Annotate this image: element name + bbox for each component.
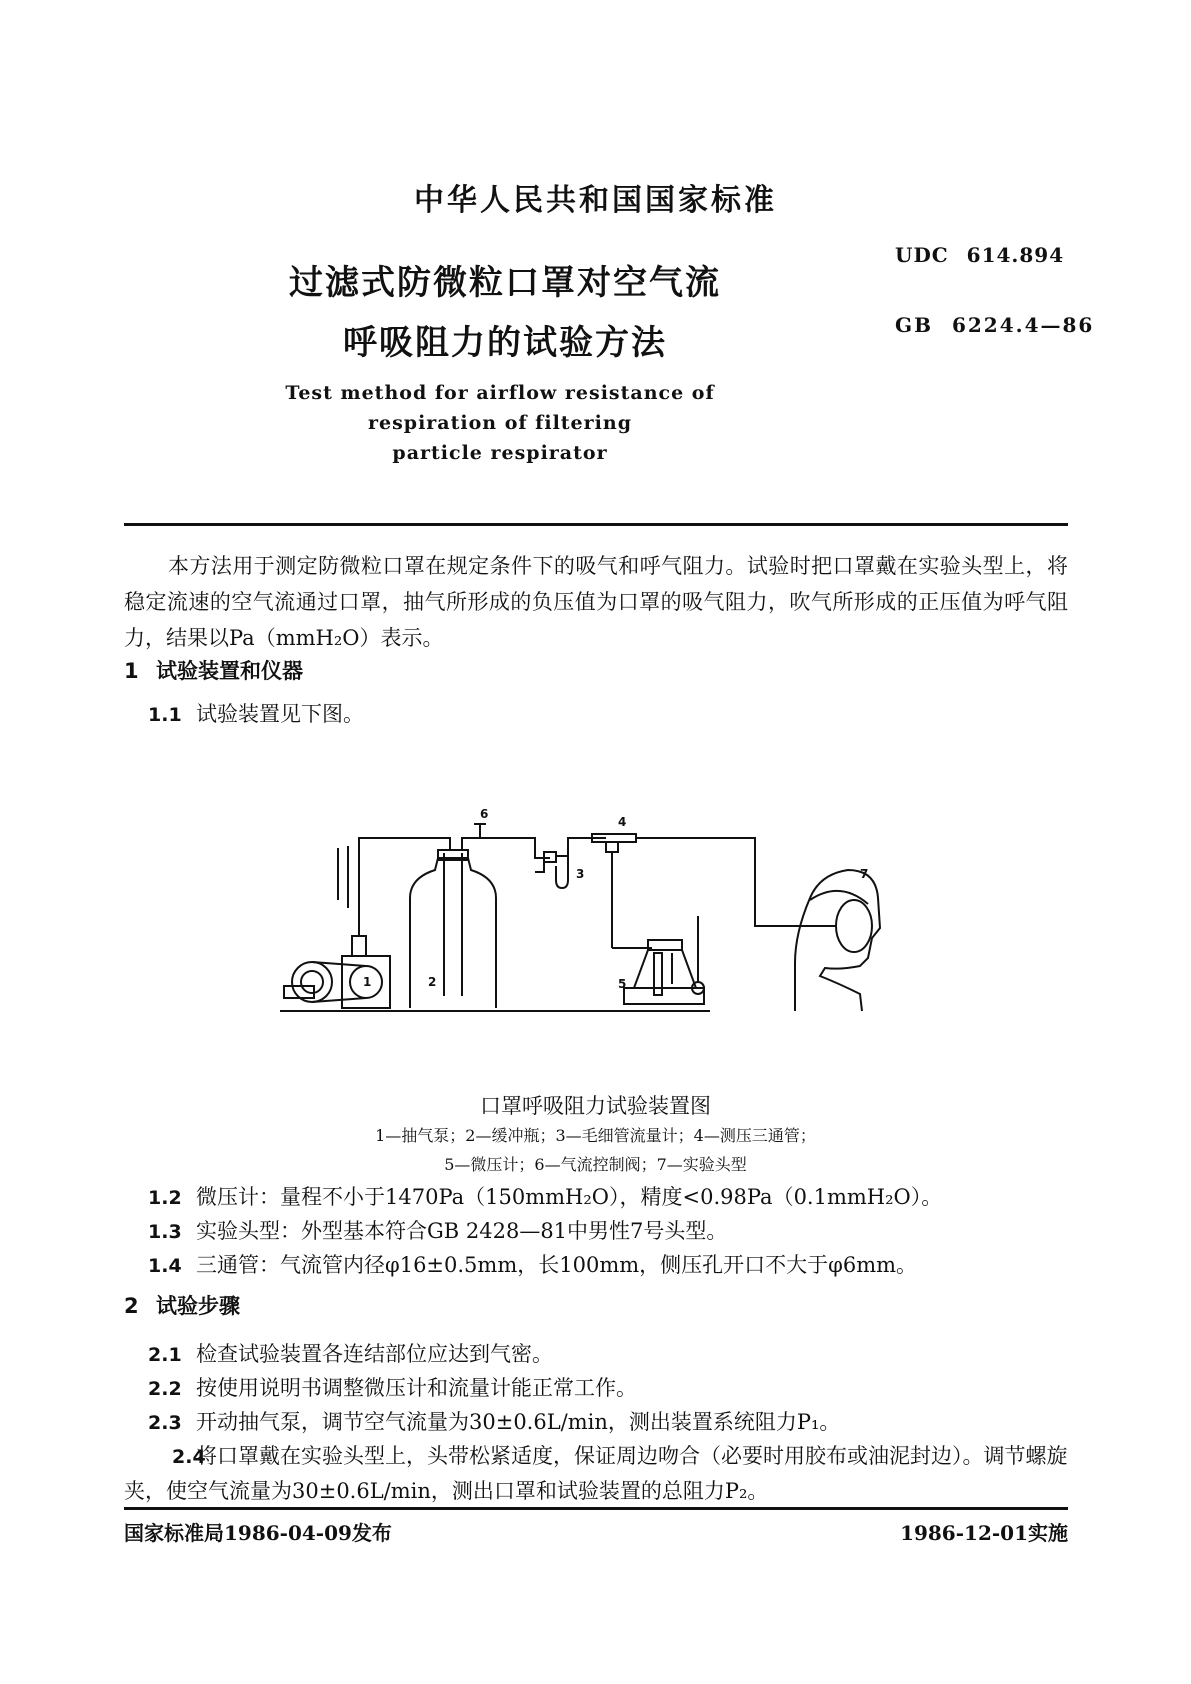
udc-code: 614.894 [966, 243, 1065, 267]
tube-pump-bottle [359, 838, 450, 850]
label-4: 4 [618, 815, 627, 829]
item-text: 按使用说明书调整微压计和流量计能正常工作。 [196, 1376, 637, 1400]
section-1-number: 1 [124, 659, 139, 683]
gb-code: 6224.4—86 [951, 313, 1095, 337]
title-line-2: 呼吸阻力的试验方法 [343, 323, 667, 363]
item-number: 2.2 [148, 1378, 182, 1400]
test-apparatus-diagram [280, 808, 950, 1040]
section-2-number: 2 [124, 1294, 139, 1318]
english-title-line-3: particle respirator [392, 442, 608, 464]
test-head-form [795, 870, 880, 1011]
item-number: 2.1 [148, 1344, 182, 1366]
item-2-4 [124, 1439, 1068, 1508]
item-2-3 [148, 1405, 1068, 1440]
item-1-3 [148, 1214, 1068, 1249]
figure-legend-line-2: 5—微压计；6—气流控制阀；7—实验头型 [444, 1155, 747, 1174]
item-text: 将口罩戴在实验头型上，头带松紧适度，保证周边吻合（必要时用胶布或油泥封边）。调节螺旋夹，使空气流量为30±0.6L/min，测出口罩和试验装置的总阻力P₂。 [124, 1444, 1068, 1503]
english-title-line-1: Test method for airflow resistance of [285, 382, 715, 404]
national-standard-heading: 中华人民共和国国家标准 [414, 183, 777, 218]
item-text: 检查试验装置各连结部位应达到气密。 [196, 1342, 553, 1366]
gb-number [895, 313, 1094, 337]
item-number: 1.1 [148, 704, 182, 726]
item-text: 微压计：量程不小于1470Pa（150mmH₂O），精度<0.98Pa（0.1mmH₂O）。 [196, 1185, 943, 1209]
airflow-control-valve [474, 824, 486, 838]
item-2-1 [148, 1337, 1068, 1372]
capillary-flowmeter [535, 850, 568, 888]
tube-bottle-flowmeter [462, 838, 550, 858]
item-text: 三通管：气流管内径φ16±0.5mm，长100mm，侧压孔开口不大于φ6mm。 [196, 1253, 918, 1277]
english-title-line-2: respiration of filtering [368, 412, 632, 434]
section-2-heading [124, 1290, 240, 1320]
item-1-1 [148, 697, 1068, 732]
label-2: 2 [428, 975, 437, 989]
label-5: 5 [618, 977, 627, 991]
issue-date: 国家标准局1986-04-09发布 [124, 1521, 392, 1545]
item-2-2 [148, 1371, 1068, 1406]
title-line-1: 过滤式防微粒口罩对空气流 [289, 263, 721, 303]
item-text: 实验头型：外型基本符合GB 2428—81中男性7号头型。 [196, 1219, 728, 1243]
item-1-4 [148, 1248, 1068, 1283]
item-number: 2.3 [148, 1412, 182, 1434]
item-text: 开动抽气泵，调节空气流量为30±0.6L/min，测出装置系统阻力P₁。 [196, 1410, 841, 1434]
tube-tee-head [636, 838, 815, 926]
gb-label: GB [895, 313, 933, 337]
figure-caption: 口罩呼吸阻力试验装置图 [480, 1094, 711, 1118]
figure-legend-line-1: 1—抽气泵；2—缓冲瓶；3—毛细管流量计；4—测压三通管； [375, 1126, 816, 1145]
section-1-heading [124, 655, 303, 685]
header-divider [124, 523, 1068, 526]
label-1: 1 [363, 975, 372, 989]
pressure-tee [592, 834, 636, 948]
english-title [200, 378, 800, 468]
buffer-bottle [410, 850, 496, 1008]
label-6: 6 [480, 808, 489, 821]
tube-flowmeter-tee [568, 838, 606, 850]
section-1-title: 试验装置和仪器 [156, 658, 303, 683]
item-number: 1.2 [148, 1187, 182, 1209]
label-7: 7 [860, 867, 869, 881]
item-number: 2.4 [172, 1446, 206, 1468]
footer-divider [124, 1507, 1068, 1510]
suction-pump [284, 846, 390, 1008]
item-number: 1.3 [148, 1221, 182, 1243]
udc-number [895, 243, 1064, 267]
udc-label: UDC [895, 243, 949, 267]
item-1-2 [148, 1180, 1068, 1215]
section-2-title: 试验步骤 [156, 1293, 240, 1318]
effective-date: 1986-12-01实施 [900, 1521, 1068, 1545]
label-3: 3 [576, 867, 585, 881]
item-text: 试验装置见下图。 [196, 702, 364, 726]
item-number: 1.4 [148, 1255, 182, 1277]
intro-paragraph: 本方法用于测定防微粒口罩在规定条件下的吸气和呼气阻力。试验时把口罩戴在实验头型上，将稳定流速的空气流通过口罩，抽气所形成的负压值为口罩的吸气阻力，吹气所形成的正压值为呼气阻力，结果以Pa（mmH₂O）表示。 [124, 554, 1068, 650]
